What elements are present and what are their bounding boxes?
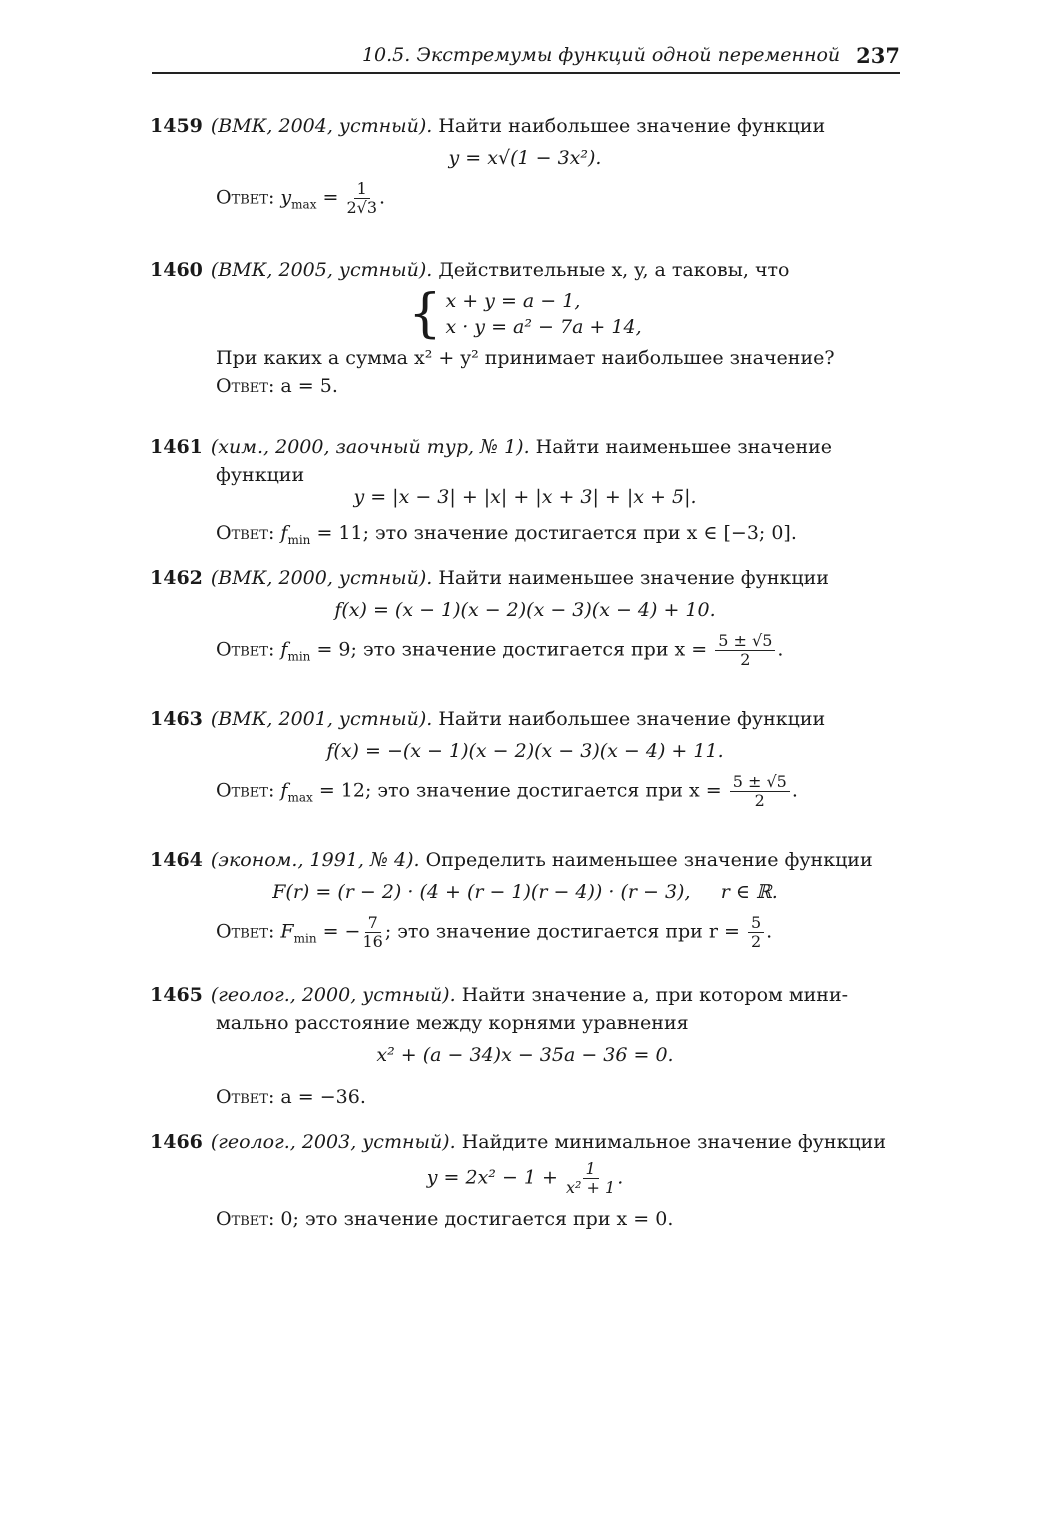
problem-number: 1461 xyxy=(150,436,203,458)
problem-text: Найти наименьшее значение xyxy=(535,436,833,458)
running-header xyxy=(152,38,900,74)
section-title: 10.5. Экстремумы функций одной переменной xyxy=(361,44,841,66)
problem-text: Найдите минимальное значение функции xyxy=(461,1131,886,1153)
problem-1466 xyxy=(150,1128,900,1233)
problem-source: (ВМК, 2004, устный). xyxy=(210,115,433,137)
problem-1464 xyxy=(150,846,900,952)
problem-1460 xyxy=(150,256,900,400)
problem-number: 1459 xyxy=(150,115,203,137)
answer: Ответ: a = −36. xyxy=(216,1086,366,1108)
fraction: $\frac{5}{2}$ xyxy=(748,914,764,951)
formula: y = x√(1 − 3x²). xyxy=(448,147,602,169)
formula: y = 2x² − 1 + $\frac{1}{\text{x² + 1}}$ . xyxy=(426,1159,624,1197)
problem-source: (геолог., 2000, устный). xyxy=(210,984,456,1006)
answer: Ответ: $y_{max}$ = $\frac{1}{2√3}$ . xyxy=(216,179,386,217)
problem-text: Найти наибольшее значение функции xyxy=(438,115,826,137)
formula: f(x) = (x − 1)(x − 2)(x − 3)(x − 4) + 10. xyxy=(334,599,716,621)
equation-system: { x + y = a − 1, x · y = a² − 7a + 14, xyxy=(408,284,642,344)
problem-text: Действительные x, y, a таковы, что xyxy=(438,259,790,281)
answer: Ответ: $f_{min} = 11$; это значение достигается при x ∈ [−3; 0]. xyxy=(216,522,797,547)
problem-number: 1465 xyxy=(150,984,203,1006)
answer: Ответ: $f_{min} = 9$; это значение достигается при x = $\frac{5 \pm √5}{2}$ . xyxy=(216,631,784,669)
answer: Ответ: $f_{max} = 12$; это значение достигается при x = $\frac{5 \pm √5}{2}$ . xyxy=(216,772,798,810)
problem-text: Определить наименьшее значение функции xyxy=(425,849,873,871)
problem-text-cont: мально расстояние между корнями уравнения xyxy=(216,1012,689,1034)
fraction: $\frac{5 \pm √5}{2}$ xyxy=(715,632,775,669)
problem-1459 xyxy=(150,112,900,218)
problem-number: 1466 xyxy=(150,1131,203,1153)
problem-source: (ВМК, 2000, устный). xyxy=(210,567,433,589)
problem-text: Найти наименьшее значение функции xyxy=(438,567,829,589)
formula: x² + (a − 34)x − 35a − 36 = 0. xyxy=(376,1044,674,1066)
fraction: $\frac{7}{16}$ xyxy=(362,913,383,951)
problem-1462 xyxy=(150,564,900,670)
problem-source: (хим., 2000, заочный тур, № 1). xyxy=(210,436,530,458)
problem-number: 1460 xyxy=(150,259,203,281)
page-number: 237 xyxy=(856,42,900,68)
problem-source: (ВМК, 2001, устный). xyxy=(210,708,433,730)
formula: f(x) = −(x − 1)(x − 2)(x − 3)(x − 4) + 11. xyxy=(326,740,724,762)
problem-question: При каких a сумма x² + y² принимает наибольшее значение? xyxy=(216,347,835,369)
problem-1465 xyxy=(150,981,900,1111)
answer: Ответ: 0; это значение достигается при x = 0. xyxy=(216,1208,674,1230)
problem-source: (геолог., 2003, устный). xyxy=(210,1131,456,1153)
formula: y = |x − 3| + |x| + |x + 3| + |x + 5|. xyxy=(353,486,697,508)
fraction: $\frac{1}{\text{x² + 1}}$ xyxy=(566,1159,616,1197)
problem-number: 1462 xyxy=(150,567,203,589)
formula: F(r) = (r − 2) · (4 + (r − 1)(r − 4)) · (r − 3), r ∈ ℝ. xyxy=(272,881,778,903)
fraction: $\frac{1}{2√3}$ xyxy=(346,179,378,217)
problem-text: Найти значение a, при котором мини- xyxy=(461,984,849,1006)
problem-number: 1463 xyxy=(150,708,203,730)
problem-text: Найти наибольшее значение функции xyxy=(438,708,826,730)
fraction: $\frac{5 \pm √5}{2}$ xyxy=(730,773,790,810)
answer: Ответ: $F_{min}$ = − $\frac{7}{16}$ ; это значение достигается при r = $\frac{5}{2}$ . xyxy=(216,913,773,951)
problem-1463 xyxy=(150,705,900,811)
problem-source: (ВМК, 2005, устный). xyxy=(210,259,433,281)
answer: Ответ: a = 5. xyxy=(216,375,338,397)
problem-number: 1464 xyxy=(150,849,203,871)
problem-source: (эконом., 1991, № 4). xyxy=(210,849,420,871)
problem-1461 xyxy=(150,433,900,554)
problem-text-cont: функции xyxy=(216,464,305,486)
